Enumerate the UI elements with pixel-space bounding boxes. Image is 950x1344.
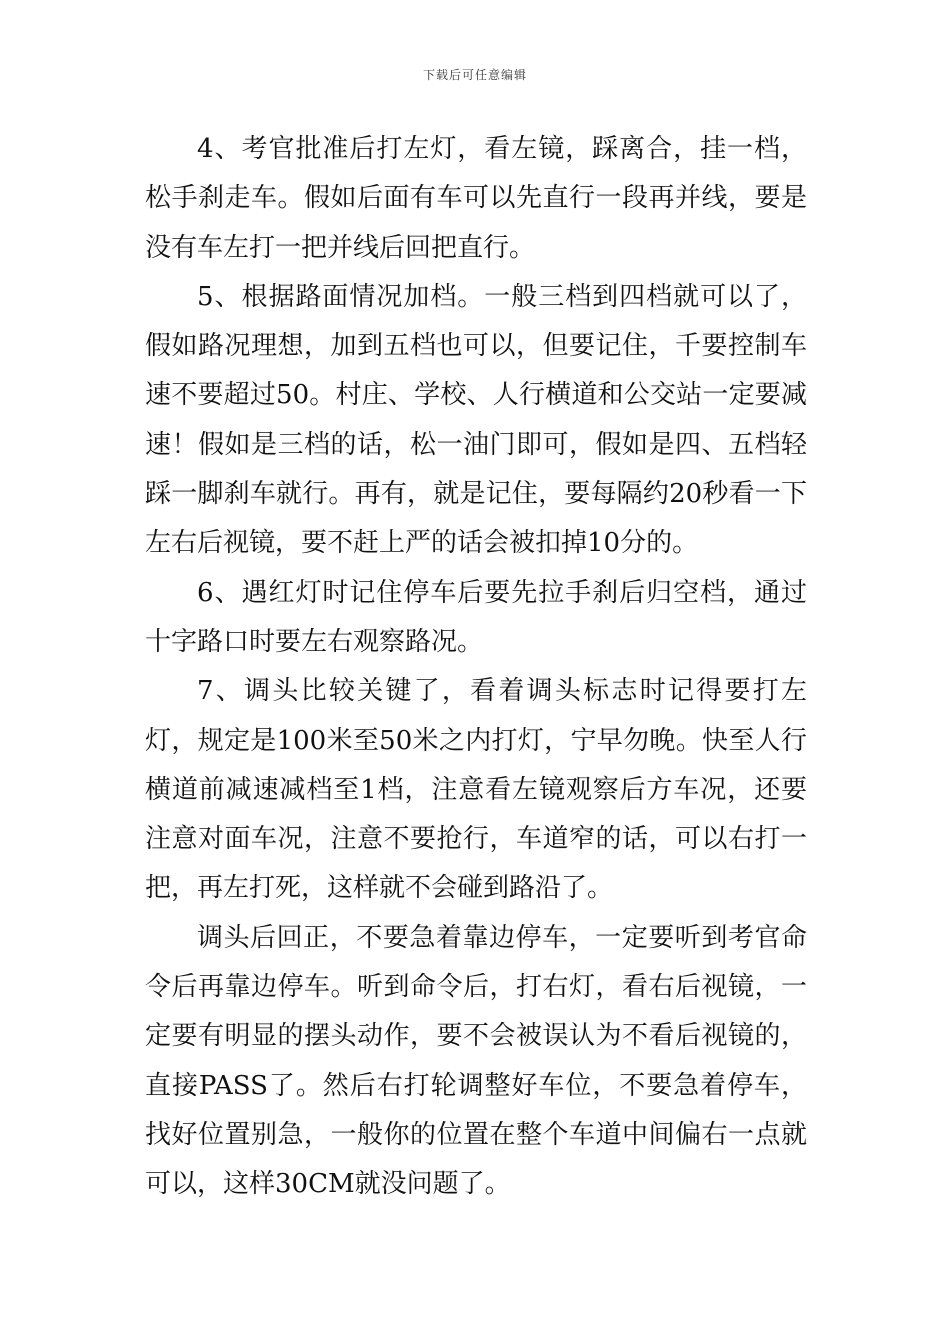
page-header-note: 下载后可任意编辑 xyxy=(422,68,527,82)
paragraph-step-4: 4、考官批准后打左灯，看左镜，踩离合，挂一档，松手刹走车。假如后面有车可以先直行一段再并线，要是没有车左打一把并线后回把直行。 xyxy=(145,134,807,263)
paragraph-step-7: 7、调头比较关键了，看着调头标志时记得要打左灯，规定是100米至50米之内打灯，宁早勿晚。快至人行横道前减速减档至1档，注意看左镜观察后方车况，还要注意对面车况，注意不要抢行，车道窄的话，可以右打一把，再左打死，这样就不会碰到路沿了。 xyxy=(145,676,807,904)
paragraph-after-u-turn: 调头后回正，不要急着靠边停车，一定要听到考官命令后再靠边停车。听到命令后，打右灯，看右后视镜，一定要有明显的摆头动作，要不会被误认为不看后视镜的，直接PASS了。然后右打轮调整好车位，不要急着停车，找好位置别急，一般你的位置在整个车道中间偏右一点就可以，这样30CM就没问题了。 xyxy=(145,922,807,1200)
paragraph-step-6: 6、遇红灯时记住停车后要先拉手刹后归空档，通过十字路口时要左右观察路况。 xyxy=(145,577,807,657)
paragraph-step-5: 5、根据路面情况加档。一般三档到四档就可以了，假如路况理想，加到五档也可以，但要记住，千要控制车速不要超过50。村庄、学校、人行横道和公交站一定要减速！假如是三档的话，松一油门即可，假如是四、五档轻踩一脚刹车就行。再有，就是记住，要每隔约20秒看一下左右后视镜，要不赶上严的话会被扣掉10分的。 xyxy=(145,281,807,559)
document-body xyxy=(145,125,807,1210)
